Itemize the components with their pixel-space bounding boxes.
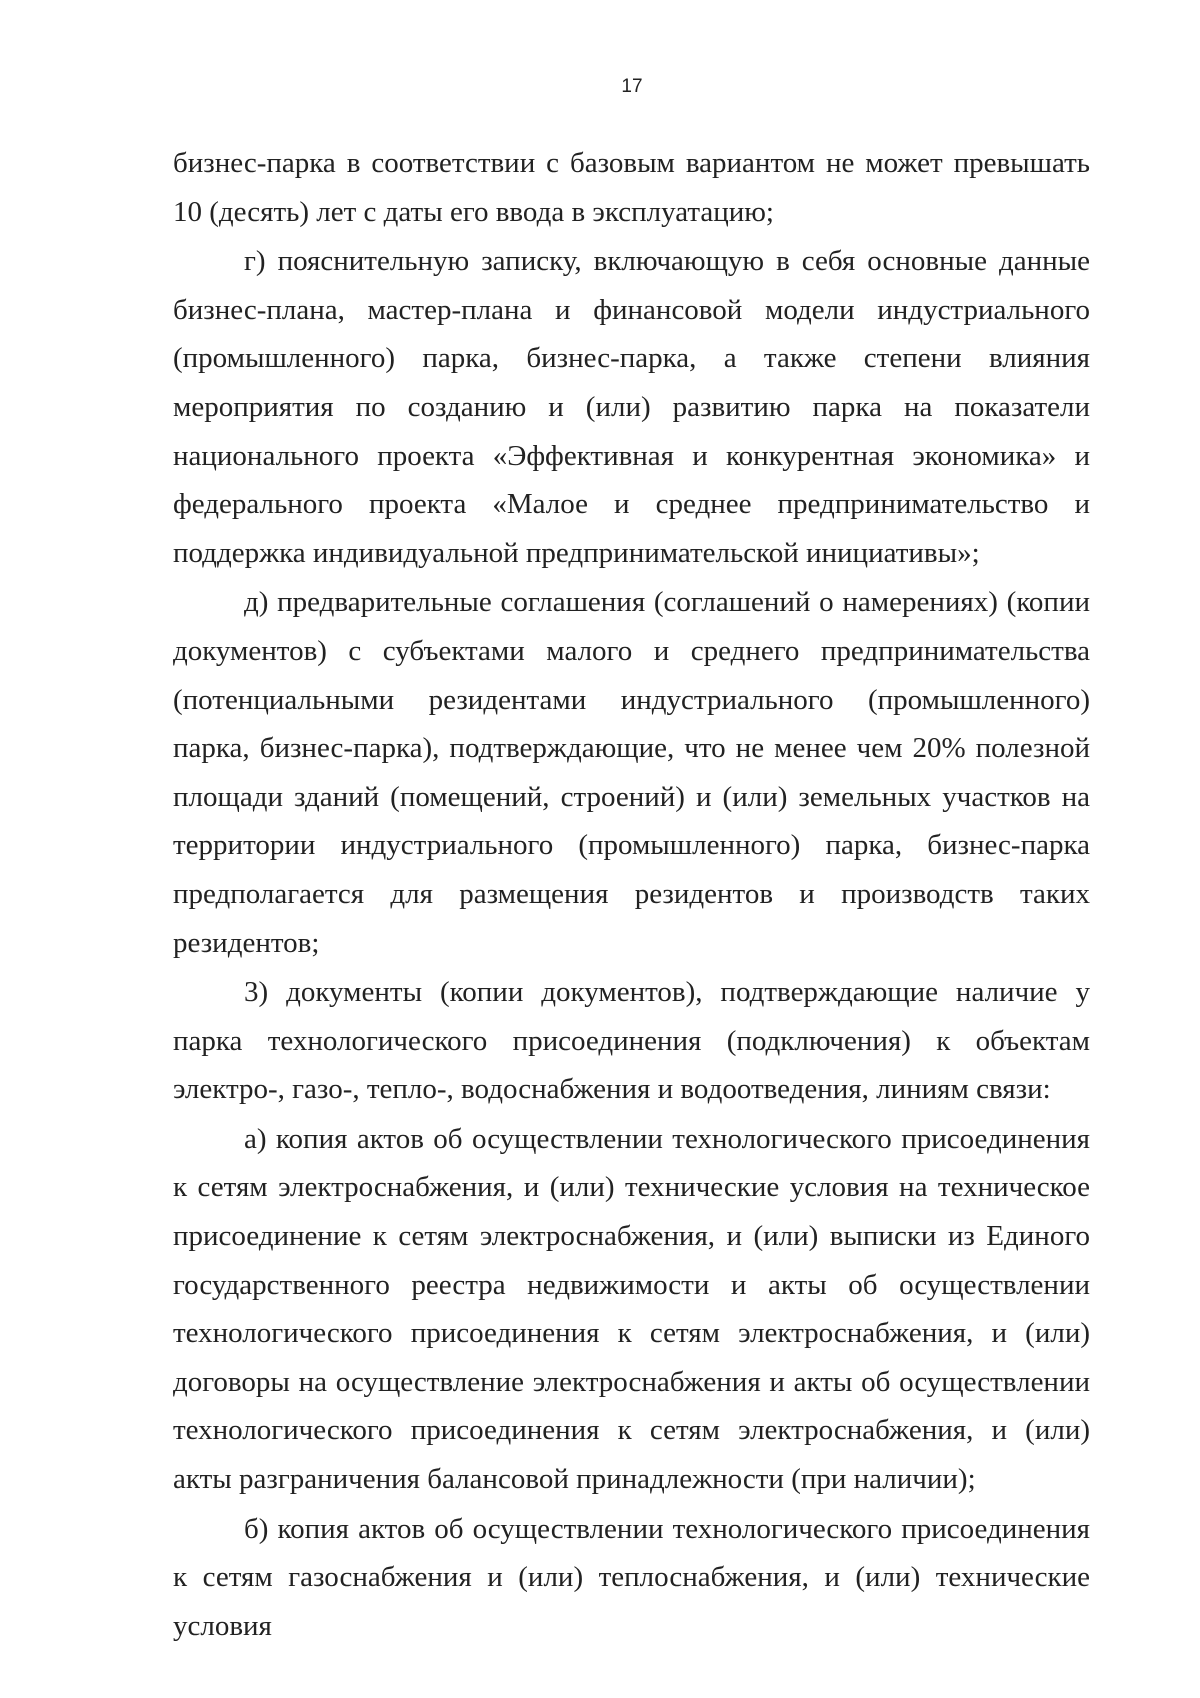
paragraph-item-g: г) пояснительную записку, включающую в себя основные данные бизнес-плана, мастер-плана и финансовой модели индустриального (промышленного) парка, бизнес-парка, а также степени влияния мероприятия по созданию и (или) развитию парка на показатели национального проекта «Эффективная и конкурентная экономика» и федерального проекта «Малое и среднее предпринимательство и поддержка индивидуальной предпринимательской инициативы»; xyxy=(173,245,1090,569)
document-body xyxy=(173,139,1090,1650)
page-number: 17 xyxy=(621,76,643,97)
paragraph-item-d: д) предварительные соглашения (соглашений о намерениях) (копии документов) с субъектами малого и среднего предпринимательства (потенциальными резидентами индустриального (промышленного) парка, бизнес-парка), подтверждающие, что не менее чем 20% полезной площади зданий (помещений, строений) и (или) земельных участков на территории индустриального (промышленного) парка, бизнес-парка предполагается для размещения резидентов и производств таких резидентов; xyxy=(173,586,1090,959)
paragraph-continuation: бизнес-парка в соответствии с базовым вариантом не может превышать 10 (десять) лет с даты его ввода в эксплуатацию; xyxy=(173,147,1090,228)
paragraph-item-b: б) копия актов об осуществлении технологического присоединения к сетям газоснабжения и (или) теплоснабжения, и (или) технические условия xyxy=(173,1512,1090,1642)
paragraph-item-a: а) копия актов об осуществлении технологического присоединения к сетям электроснабжения, и (или) технические условия на техническое присоединение к сетям электроснабжения, и (или) выписки из Единого государственного реестра недвижимости и акты об осуществлении технологического присоединения к сетям электроснабжения, и (или) договоры на осуществление электроснабжения и акты об осуществлении технологического присоединения к сетям электроснабжения, и (или) акты разграничения балансовой принадлежности (при наличии); xyxy=(173,1122,1090,1496)
paragraph-item-3: 3) документы (копии документов), подтверждающие наличие у парка технологического присоединения (подключения) к объектам электро-, газо-, тепло-, водоснабжения и водоотведения, линиям связи: xyxy=(173,976,1090,1106)
